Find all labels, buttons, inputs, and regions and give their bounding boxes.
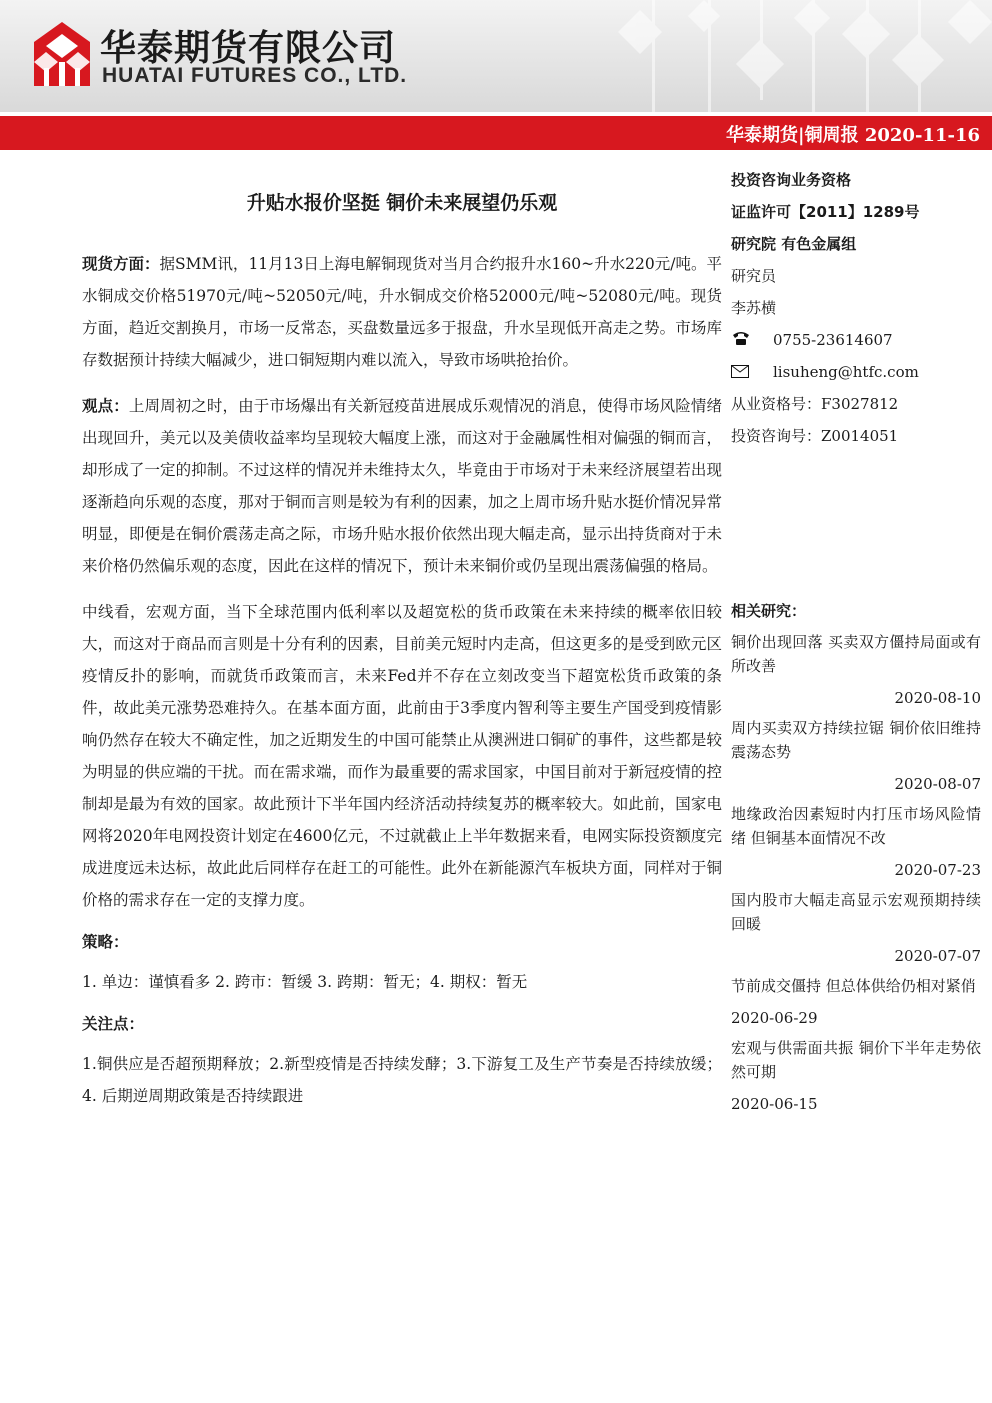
related-date: 2020-08-07 [894, 775, 981, 793]
qualification-line-2: 证监许可【2011】1289号 [731, 203, 920, 221]
analyst-sidebar [731, 168, 981, 456]
related-date: 2020-06-15 [731, 1095, 818, 1113]
related-title: 周内买卖双方持续拉锯 铜价依旧维持震荡态势 [731, 719, 981, 761]
related-date: 2020-08-10 [894, 689, 981, 707]
related-title: 节前成交僵持 但总体供给仍相对紧俏 [731, 977, 976, 995]
company-name-cn: 华泰期货有限公司 [100, 28, 397, 69]
related-research-list [731, 630, 981, 1122]
spot-paragraph [82, 248, 722, 376]
strategy-text: 1. 单边：谨慎看多 2. 跨市：暂缓 3. 跨期：暂无；4. 期权：暂无 [82, 973, 528, 991]
list-item[interactable] [731, 888, 981, 968]
phone-icon [731, 329, 755, 353]
email-address[interactable]: lisuheng@htfc.com [773, 363, 919, 381]
midterm-paragraph: 中线看，宏观方面，当下全球范围内低利率以及超宽松的货币政策在未来持续的概率依旧较大，而这对于商品而言则是十分有利的因素，目前美元短时内走高，但这更多的是受到欧元区疫情反扑的影响，而就货币政策而言，未来Fed并不存在立刻改变当下超宽松货币政策的条件，故此美元涨势恐难持久。在基本面方面，此前由于3季度内智利等主要生产国受到疫情影响仍然存在较大不确定性，加之近期发生的中国可能禁止从澳洲进口铜矿的事件，这些都是较为明显的供应端的干扰。而在需求端，而作为最重要的需求国家，中国目前对于新冠疫情的控制却是最为有效的国家。故此预计下半年国内经济活动持续复苏的概率较大。如此前，国家电网将2020年电网投资计划定在4600亿元，不过就截止上半年数据来看，电网实际投资额度完成进度远未达标，故此此后同样存在赶工的可能性。此外在新能源汽车板块方面，同样对于铜价格的需求存在一定的支撑力度。 [82, 603, 722, 909]
analyst-role: 研究员 [731, 267, 777, 285]
related-title: 国内股市大幅走高显示宏观预期持续回暖 [731, 891, 981, 933]
page-header [0, 0, 992, 112]
envelope-icon [731, 361, 755, 385]
phone-number: 0755-23614607 [773, 331, 893, 349]
list-item[interactable] [731, 716, 981, 796]
report-tag: 华泰期货|铜周报 2020-11-16 [726, 125, 980, 146]
department: 研究院 有色金属组 [731, 235, 857, 253]
company-name-en: HUATAI FUTURES CO., LTD. [102, 64, 408, 87]
related-date: 2020-07-07 [894, 947, 981, 965]
related-date: 2020-07-23 [894, 861, 981, 879]
strategy-heading: 策略： [82, 933, 129, 951]
main-content [82, 188, 722, 1112]
spot-label: 现货方面： [82, 255, 160, 273]
view-text: 上周周初之时，由于市场爆出有关新冠疫苗进展成乐观情况的消息，使得市场风险情绪出现回升，美元以及美债收益率均呈现较大幅度上涨，而这对于金融属性相对偏强的铜而言，却形成了一定的抑制。不过这样的情况并未维持太久，毕竟由于市场对于未来经济展望若出现逐渐趋向乐观的态度，那对于铜而言则是较为有利的因素，加之上周市场升贴水挺价情况异常明显，即便是在铜价震荡走高之际，市场升贴水报价依然出现大幅走高，显示出持货商对于未来价格仍然偏乐观的态度，因此在这样的情况下，预计未来铜价或仍呈现出震荡偏强的格局。 [82, 397, 722, 575]
list-item[interactable] [731, 630, 981, 710]
focus-heading: 关注点： [82, 1015, 145, 1033]
phone-row [731, 328, 981, 360]
qualification-line-1: 投资咨询业务资格 [731, 171, 852, 189]
advisory-number: 投资咨询号：Z0014051 [731, 427, 899, 445]
analyst-name: 李苏横 [731, 299, 777, 317]
huatai-logo-icon [34, 22, 90, 86]
focus-text: 1.铜供应是否超预期释放；2.新型疫情是否持续发酵；3.下游复工及生产节奏是否持续放缓；4. 后期逆周期政策是否持续跟进 [82, 1055, 722, 1105]
license-number: 从业资格号：F3027812 [731, 395, 899, 413]
spot-text: 据SMM讯，11月13日上海电解铜现货对当月合约报升水160~升水220元/吨。平水铜成交价格51970元/吨~52050元/吨，升水铜成交价格52000元/吨~52080元/吨。现货方面，趋近交割换月，市场一反常态，买盘数量远多于报盘，升水呈现低开高走之势。市场库存数据预计持续大幅减少，进口铜短期内难以流入，导致市场哄抢抬价。 [82, 255, 722, 369]
related-research-heading: 相关研究： [731, 602, 807, 620]
view-label: 观点： [82, 397, 129, 415]
related-title: 铜价出现回落 买卖双方僵持局面或有所改善 [731, 633, 981, 675]
list-item[interactable] [731, 974, 981, 1030]
report-tag-bar [0, 116, 992, 150]
email-row [731, 360, 981, 392]
view-paragraph [82, 390, 722, 582]
list-item[interactable] [731, 802, 981, 882]
report-title: 升贴水报价坚挺 铜价未来展望仍乐观 [246, 192, 558, 214]
list-item[interactable] [731, 1036, 981, 1116]
related-date: 2020-06-29 [731, 1009, 818, 1027]
related-title: 地缘政治因素短时内打压市场风险情绪 但铜基本面情况不改 [731, 805, 981, 847]
related-title: 宏观与供需面共振 铜价下半年走势依然可期 [731, 1039, 981, 1081]
